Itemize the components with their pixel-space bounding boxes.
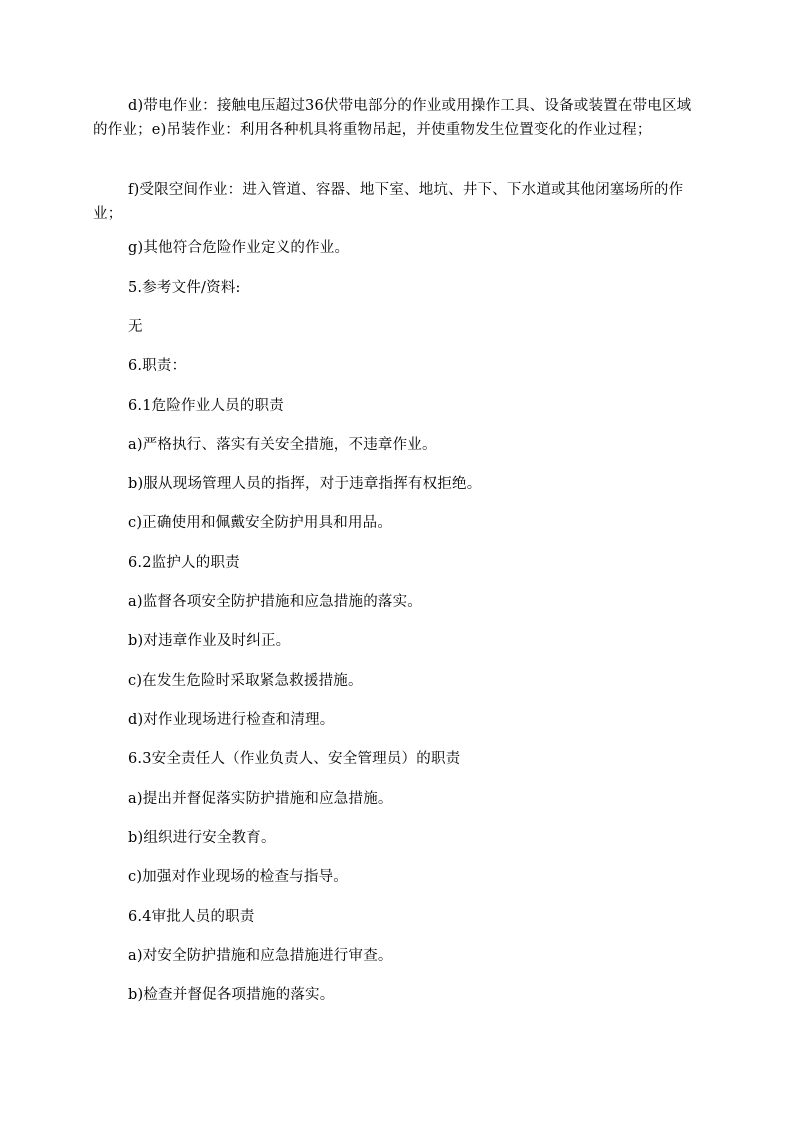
list-item-6-1-a: a)严格执行、落实有关安全措施，不违章作业。 bbox=[128, 437, 437, 453]
list-item-6-1-b: b)服从现场管理人员的指挥，对于违章指挥有权拒绝。 bbox=[128, 476, 482, 492]
list-item-6-4-b: b)检查并督促各项措施的落实。 bbox=[128, 987, 335, 1003]
subsection-heading-6-1: 6.1危险作业人员的职责 bbox=[128, 398, 284, 414]
paragraph-live-work: d)带电作业：接触电压超过36伏带电部分的作业或用操作工具、设备或装置在带电区域的作业；e)吊装作业：利用各种机具将重物吊起，并使重物发生位置变化的作业过程； bbox=[93, 98, 692, 138]
list-item-6-3-c: c)加强对作业现场的检查与指导。 bbox=[128, 869, 348, 885]
paragraph-references-none: 无 bbox=[128, 319, 143, 335]
subsection-heading-6-4: 6.4审批人员的职责 bbox=[128, 909, 255, 925]
paragraph-other-hazardous: g)其他符合危险作业定义的作业。 bbox=[128, 240, 350, 256]
subsection-heading-6-2: 6.2监护人的职责 bbox=[128, 555, 240, 571]
list-item-6-2-b: b)对违章作业及时纠正。 bbox=[128, 633, 291, 649]
list-item-6-3-b: b)组织进行安全教育。 bbox=[128, 830, 276, 846]
section-heading-responsibilities: 6.职责： bbox=[128, 358, 187, 374]
list-item-6-3-a: a)提出并督促落实防护措施和应急措施。 bbox=[128, 791, 393, 807]
list-item-6-4-a: a)对安全防护措施和应急措施进行审查。 bbox=[128, 948, 393, 964]
paragraph-confined-space: f)受限空间作业：进入管道、容器、地下室、地坑、井下、下水道或其他闭塞场所的作业； bbox=[93, 182, 684, 222]
list-item-6-2-d: d)对作业现场进行检查和清理。 bbox=[128, 712, 335, 728]
section-heading-references: 5.参考文件/资料: bbox=[128, 280, 241, 296]
subsection-heading-6-3: 6.3安全责任人（作业负责人、安全管理员）的职责 bbox=[128, 751, 461, 767]
list-item-6-1-c: c)正确使用和佩戴安全防护用具和用品。 bbox=[128, 515, 393, 531]
list-item-6-2-a: a)监督各项安全防护措施和应急措施的落实。 bbox=[128, 594, 422, 610]
list-item-6-2-c: c)在发生危险时采取紧急救援措施。 bbox=[128, 673, 363, 689]
